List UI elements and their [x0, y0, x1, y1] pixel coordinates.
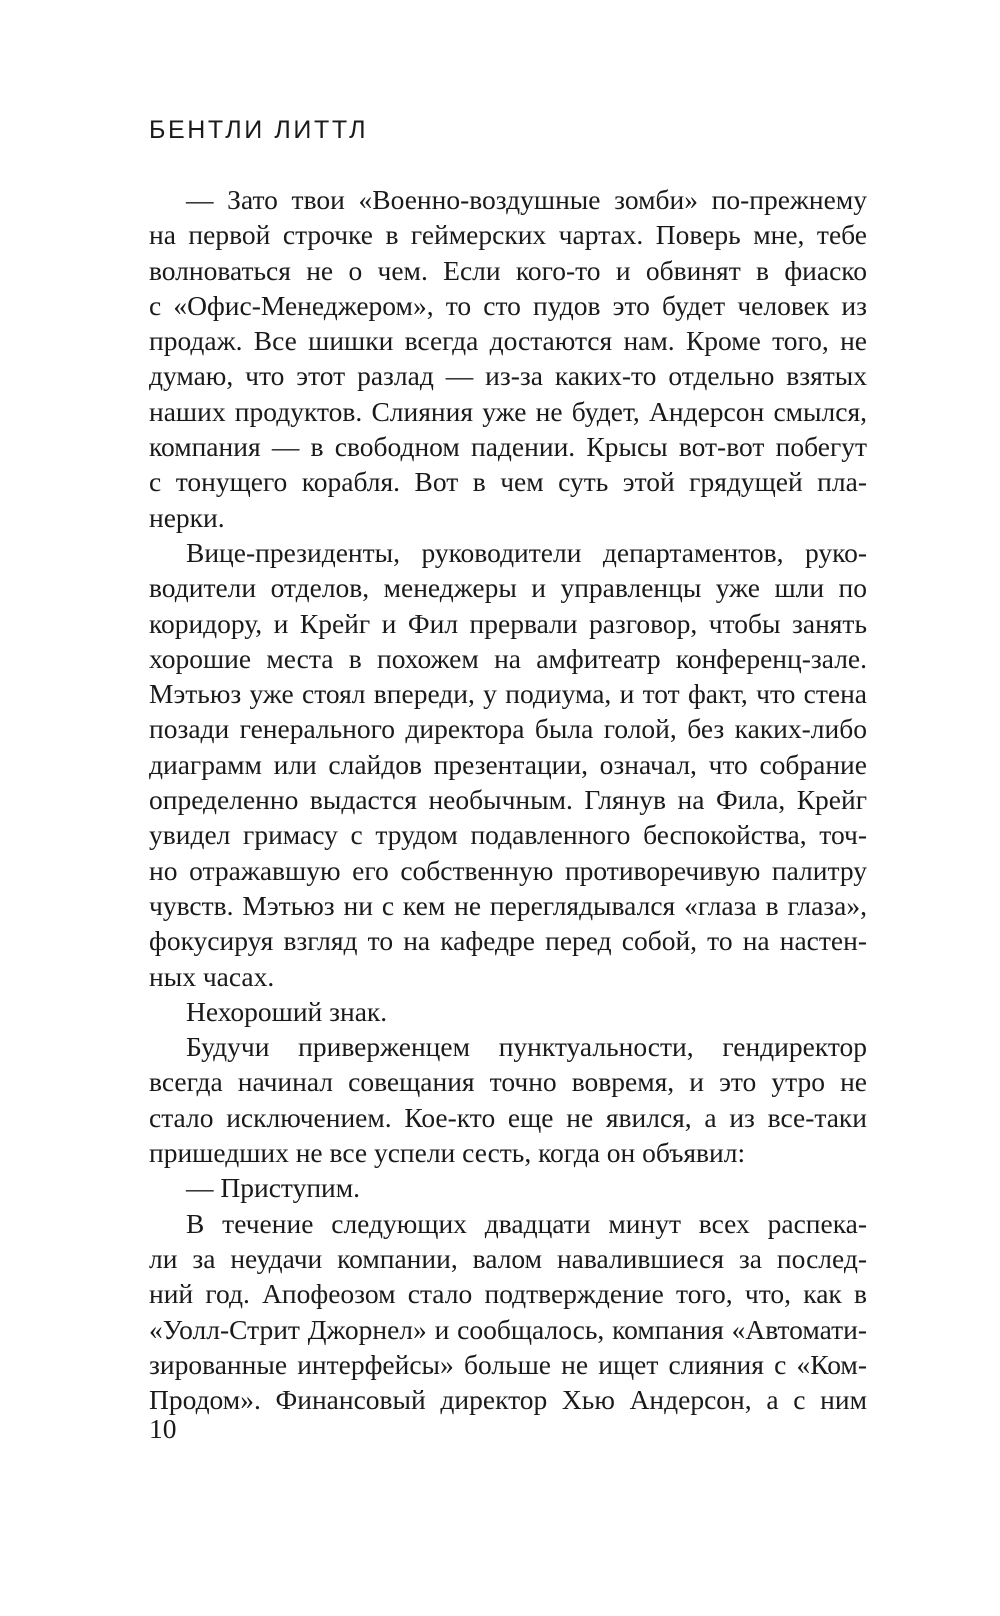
text-line: Будучи приверженцем пунктуальности, гендиректор: [186, 1031, 867, 1063]
page-number: 10: [149, 1413, 177, 1444]
running-head: БЕНТЛИ ЛИТТЛ: [149, 116, 369, 144]
text-line: с тонущего корабля. Вот в чем суть этой грядущей пла-: [149, 466, 867, 498]
text-line: хорошие места в похожем на амфитеатр конференц-зале.: [149, 642, 867, 674]
text-line: на первой строчке в геймерских чартах. Поверь мне, тебе: [149, 219, 867, 251]
text-line: с «Офис-Менеджером», то сто пудов это будет человек из: [149, 289, 867, 321]
text-line: — Приступим.: [186, 1172, 361, 1204]
text-line: — Зато твои «Военно-воздушные зомби» по-прежнему: [186, 184, 867, 215]
text-line: В течение следующих двадцати минут всех распека-: [186, 1207, 867, 1239]
text-line: водители отделов, менеджеры и управленцы уже шли по: [149, 572, 867, 604]
text-line: продаж. Все шишки всегда достаются нам. Кроме того, не: [149, 325, 867, 357]
text-line: наших продуктов. Слияния уже не будет, Андерсон смылся,: [149, 395, 867, 427]
text-line: диаграмм или слайдов презентации, означал, что собрание: [149, 748, 867, 780]
text-line: позади генерального директора была голой, без каких-либо: [149, 713, 867, 745]
text-line: думаю, что этот разлад — из-за каких-то отдельно взятых: [149, 360, 867, 392]
text-line: определенно выдастся необычным. Глянув на Фила, Крейг: [149, 784, 867, 816]
text-line: но отражавшую его собственную противоречивую палитру: [149, 854, 867, 886]
text-line: Мэтьюз уже стоял впереди, у подиума, и тот факт, что стена: [149, 678, 867, 710]
text-line: стало исключением. Кое-кто еще не явился, а из все-таки: [149, 1101, 867, 1133]
body-text: [149, 182, 867, 1417]
text-line: ний год. Апофеозом стало подтверждение того, что, как в: [149, 1278, 867, 1310]
text-line: нерки.: [149, 501, 225, 533]
text-line: фокусируя взгляд то на кафедре перед собой, то на настен-: [149, 925, 867, 957]
text-line: пришедших не все успели сесть, когда он объявил:: [149, 1137, 746, 1169]
text-line: ных часах.: [149, 960, 275, 992]
text-line: Продом». Финансовый директор Хью Андерсон, а с ним: [149, 1384, 867, 1416]
text-line: волноваться не о чем. Если кого-то и обвинят в фиаско: [149, 254, 867, 286]
text-line: Вице-президенты, руководители департаментов, руко-: [186, 536, 867, 568]
text-line: всегда начинал совещания точно вовремя, и это утро не: [149, 1066, 867, 1098]
text-line: ли за неудачи компании, валом навалившиеся за послед-: [149, 1242, 867, 1274]
text-line: Нехороший знак.: [186, 995, 388, 1027]
text-line: компания — в свободном падении. Крысы вот-вот побегут: [149, 431, 867, 463]
text-line: зированные интерфейсы» больше не ищет слияния с «Ком-: [149, 1348, 867, 1380]
text-line: «Уолл-Стрит Джорнел» и сообщалось, компания «Автомати-: [149, 1313, 867, 1345]
text-line: увидел гримасу с трудом подавленного беспокойства, точ-: [149, 819, 867, 851]
text-line: чувств. Мэтьюз ни с кем не переглядывался «глаза в глаза»,: [149, 889, 867, 921]
text-line: коридору, и Крейг и Фил прервали разговор, чтобы занять: [149, 607, 867, 639]
